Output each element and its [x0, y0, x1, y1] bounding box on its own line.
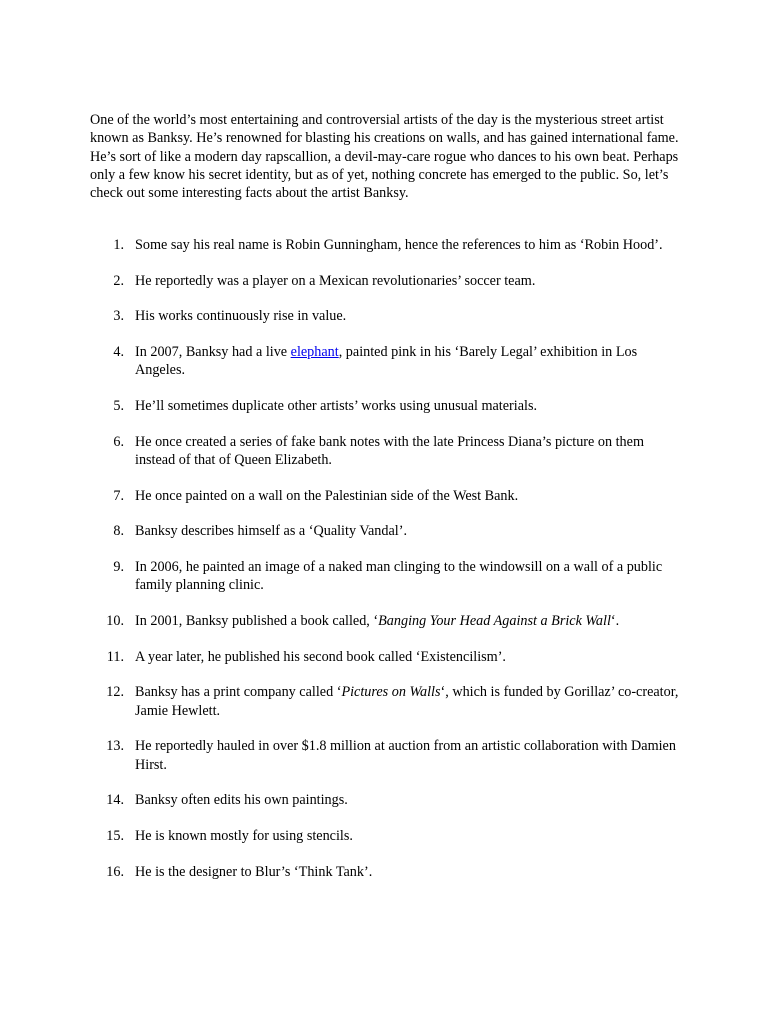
fact-text: He reportedly hauled in over $1.8 million at auction from an artistic collaboration with Damien Hirst. — [135, 738, 676, 773]
fact-item-11 — [90, 648, 680, 666]
fact-text: Banksy describes himself as a ‘Quality Vandal’. — [135, 523, 407, 540]
fact-text: He reportedly was a player on a Mexican revolutionaries’ soccer team. — [135, 272, 536, 289]
fact-item-12 — [90, 683, 680, 720]
fact-text: In 2006, he painted an image of a naked man clinging to the windowsill on a wall of a public family planning clinic. — [135, 559, 663, 594]
fact-number: 15. — [106, 828, 124, 845]
fact-text-before: In 2007, Banksy had a live — [135, 344, 291, 361]
fact-number: 2. — [113, 272, 124, 289]
fact-text: He once painted on a wall on the Palestinian side of the West Bank. — [135, 487, 519, 504]
fact-text: He is the designer to Blur’s ‘Think Tank’. — [135, 863, 373, 880]
fact-number: 6. — [113, 433, 124, 450]
fact-item-13 — [90, 737, 680, 774]
fact-text: A year later, he published his second book called ‘Existencilism’. — [135, 648, 506, 665]
fact-text: He’ll sometimes duplicate other artists’ works using unusual materials. — [135, 398, 538, 415]
fact-text: Banksy often edits his own paintings. — [135, 792, 348, 809]
fact-item-5 — [90, 397, 680, 415]
fact-number: 13. — [106, 738, 124, 755]
fact-item-6 — [90, 433, 680, 470]
fact-text: He once created a series of fake bank notes with the late Princess Diana’s picture on them instead of that of Queen Elizabeth. — [135, 433, 644, 469]
fact-text: Some say his real name is Robin Gunningham, hence the references to him as ‘Robin Hood’. — [135, 237, 663, 253]
fact-text-before: In 2001, Banksy published a book called, ‘ — [135, 613, 379, 630]
facts-list — [90, 236, 680, 898]
fact-number: 11. — [106, 648, 124, 665]
fact-number: 3. — [113, 308, 124, 325]
fact-item-9 — [90, 558, 680, 595]
fact-number: 5. — [113, 398, 124, 415]
fact-number: 8. — [113, 523, 124, 540]
fact-text — [135, 343, 680, 380]
fact-item-3 — [90, 307, 680, 325]
fact-text-after: ‘, which is funded by Gorillaz’ co-creator, Jamie Hewlett. — [135, 684, 679, 719]
fact-item-7 — [90, 487, 680, 505]
elephant-link[interactable]: elephant — [290, 344, 339, 361]
fact-number: 10. — [106, 613, 124, 630]
fact-item-14 — [90, 791, 680, 809]
fact-text-before: Banksy has a print company called ‘ — [135, 684, 342, 701]
fact-text: He is known mostly for using stencils. — [135, 828, 353, 845]
fact-item-2 — [90, 272, 680, 290]
fact-number: 1. — [113, 237, 124, 253]
fact-text-after: ‘. — [610, 613, 620, 630]
fact-number: 9. — [113, 559, 124, 576]
fact-number: 12. — [106, 684, 124, 701]
fact-number: 14. — [106, 792, 124, 809]
fact-item-16 — [90, 863, 680, 881]
fact-item-10 — [90, 612, 680, 630]
fact-number: 7. — [113, 487, 124, 504]
fact-number: 4. — [113, 344, 124, 361]
book-title: Banging Your Head Against a Brick Wall — [378, 613, 611, 630]
fact-item-15 — [90, 827, 680, 845]
company-name: Pictures on Walls — [341, 684, 441, 701]
fact-item-1 — [90, 236, 680, 254]
fact-number: 16. — [106, 863, 124, 880]
fact-text-after: , painted pink in his ‘Barely Legal’ exhibition in Los Angeles. — [135, 344, 638, 379]
fact-item-4 — [90, 343, 680, 380]
fact-text: His works continuously rise in value. — [135, 308, 347, 325]
fact-item-8 — [90, 522, 680, 540]
intro-paragraph: One of the world’s most entertaining and controversial artists of the day is the mysterious street artist known as Banksy. He’s renowned for blasting his creations on walls, and has gained international fame. He’s sort of like a modern day rapscallion, a devil-may-care rogue who dances to his own beat. Perhaps only a few know his secret identity, but as of yet, nothing concrete has emerged to the public. So, let’s check out some interesting facts about the artist Banksy. — [90, 112, 679, 202]
fact-text — [135, 683, 680, 720]
fact-text — [135, 612, 680, 630]
